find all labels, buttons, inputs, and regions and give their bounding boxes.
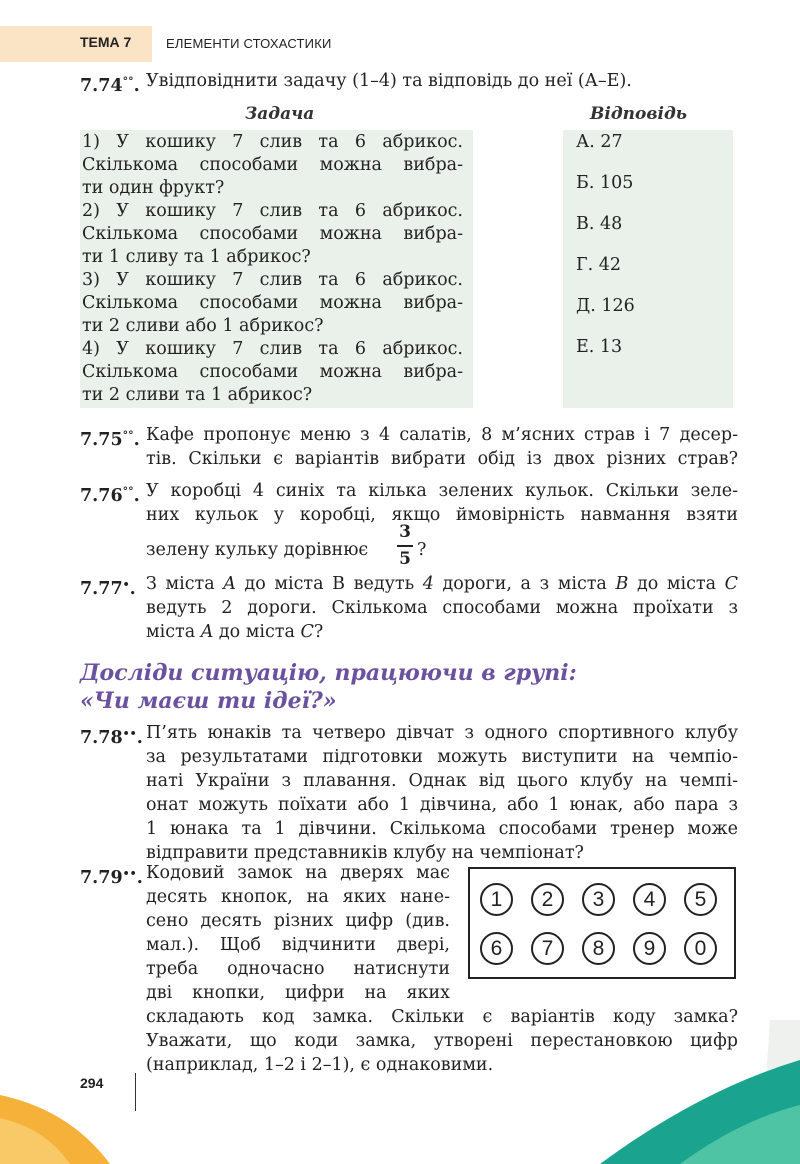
topic-title: ЕЛЕМЕНТИ СТОХАСТИКИ (166, 36, 332, 51)
task-1-line-1: 1) У кошику 7 слив та 6 абрикос. (82, 132, 463, 152)
task-2-line-3: ти 1 сливу та 1 абрикос? (82, 247, 311, 267)
task-4-line-2: Скількома способами можна вибра- (82, 362, 463, 382)
task-3-line-3: ти 2 сливи або 1 абрикос? (82, 316, 324, 336)
exercise-778-line-1: П’ять юнаків та четверо дівчат з одного спортивного клубу (146, 723, 738, 743)
orange-corner-shape (0, 1095, 110, 1164)
exercise-777-line-3: міста A до міста C? (146, 622, 324, 642)
keypad-key-2: 2 (531, 883, 564, 916)
fraction-numerator: 3 (399, 522, 411, 542)
keypad-key-9: 9 (633, 932, 666, 965)
exercise-775-line-2: тів. Скільки є варіантів вибрати обід із двох різних страв? (146, 449, 738, 469)
exercise-779-short-line-4: мал.). Щоб відчинити двері, (146, 935, 450, 955)
exercise-number-778: 7.78••. (80, 727, 143, 748)
answer-v: В. 48 (576, 214, 623, 234)
exercise-776-line-1: У коробці 4 синіх та кілька зелених кульок. Скільки зеле- (146, 481, 738, 501)
task-3-line-1: 3) У кошику 7 слив та 6 абрикос. (82, 270, 463, 290)
exercise-779-line-8: Уважати, що коди замка, утворені перестановкою цифр (146, 1031, 738, 1051)
fraction-bar (397, 545, 413, 547)
exercise-779-short-line-3: сено десять різних цифр (див. (146, 911, 450, 931)
answer-e: Е. 13 (576, 337, 623, 357)
keypad-key-6: 6 (480, 932, 513, 965)
exercise-778-line-4: онат можуть поїхати або 1 дівчина, або 1 юнак, або пара з (146, 795, 738, 815)
task-1-line-2: Скількома способами можна вибра- (82, 155, 463, 175)
page-number: 294 (80, 1075, 104, 1091)
exercise-774-intro: Увідповіднити задачу (1–4) та відповідь до неї (А–Е). (146, 71, 632, 91)
task-item-3 (82, 269, 463, 338)
task-column-header: Задача (245, 104, 315, 124)
exercise-number-774: 7.74°°. (80, 75, 140, 96)
theme-label: ТЕМА 7 (80, 34, 132, 50)
keypad-key-5: 5 (684, 883, 717, 916)
exercise-779-line-7: складають код замка. Скільки є варіантів коду замка? (146, 1007, 738, 1027)
grey-corner-shape (760, 1020, 800, 1164)
exercise-779-line-9: (наприклад, 1–2 і 2–1), є однаковими. (146, 1055, 494, 1075)
answer-a: А. 27 (576, 132, 623, 152)
exercise-776-fraction-lead: зелену кульку дорівнює (146, 540, 369, 560)
exercise-777-line-2: ведуть 2 дороги. Скількома способами можна проїхати з (146, 598, 738, 618)
answer-d: Д. 126 (576, 296, 635, 316)
orange-corner-shape-light (0, 1118, 70, 1164)
exercise-number-775: 7.75°°. (80, 429, 140, 450)
task-4-line-1: 4) У кошику 7 слив та 6 абрикос. (82, 339, 463, 359)
exercise-779-short-line-2: десять кнопок, на яких нане- (146, 887, 450, 907)
exercise-776-line-2: них кульок у коробці, якщо ймовірність навмання взяти (146, 505, 738, 525)
fraction-denominator: 5 (399, 549, 411, 569)
exercise-775-line-1: Кафе пропонує меню з 4 салатів, 8 м’ясних страв і 7 десер- (146, 425, 738, 445)
task-3-line-2: Скількома способами можна вибра- (82, 293, 463, 313)
exercise-778-line-6: відправити представників клубу на чемпіонат? (146, 843, 584, 863)
task-item-4 (82, 338, 463, 407)
keypad-key-8: 8 (582, 932, 615, 965)
keypad-key-1: 1 (480, 883, 513, 916)
answer-g: Г. 42 (576, 255, 621, 275)
exercise-778-line-2: за результатами підготовки можуть виступити на чемпіо- (146, 747, 738, 767)
exercise-779-short-line-6: дві кнопки, цифри на яких (146, 983, 450, 1003)
exercise-number-779: 7.79••. (80, 867, 143, 888)
exercise-779-short-line-5: треба одночасно натиснути (146, 959, 450, 979)
exercise-777-line-1: З міста A до міста В ведуть 4 дороги, а з міста B до міста C (146, 574, 738, 594)
page-number-divider (135, 1073, 136, 1111)
exercise-779-short-line-1: Кодовий замок на дверях має (146, 863, 450, 883)
exercise-778-line-3: наті України з плавання. Однак від цього клубу на чемпі- (146, 771, 738, 791)
teal-corner-shape (600, 1060, 800, 1164)
task-item-1 (82, 131, 463, 200)
keypad-key-3: 3 (582, 883, 615, 916)
answer-b: Б. 105 (576, 173, 634, 193)
keypad-key-7: 7 (531, 932, 564, 965)
code-lock-keypad-figure (468, 867, 736, 979)
answer-column-header: Відповідь (590, 104, 688, 124)
exercise-number-777: 7.77•. (80, 578, 136, 599)
task-list (82, 131, 463, 407)
task-item-2 (82, 200, 463, 269)
keypad-key-0: 0 (684, 932, 717, 965)
keypad-key-4: 4 (633, 883, 666, 916)
group-research-subheading: «Чи маєш ти ідеї?» (80, 688, 337, 714)
exercise-778-line-5: 1 юнака та 1 дівчини. Скількома способами тренер може (146, 819, 738, 839)
teal-corner-shape-light (680, 1105, 800, 1164)
task-4-line-3: ти 2 сливи та 1 абрикос? (82, 385, 313, 405)
fraction-question-mark: ? (417, 540, 427, 560)
task-2-line-1: 2) У кошику 7 слив та 6 абрикос. (82, 201, 463, 221)
task-1-line-3: ти один фрукт? (82, 178, 225, 198)
exercise-number-776: 7.76°°. (80, 485, 140, 506)
group-research-heading: Досліди ситуацію, працюючи в групі: (80, 660, 577, 686)
task-2-line-2: Скількома способами можна вибра- (82, 224, 463, 244)
